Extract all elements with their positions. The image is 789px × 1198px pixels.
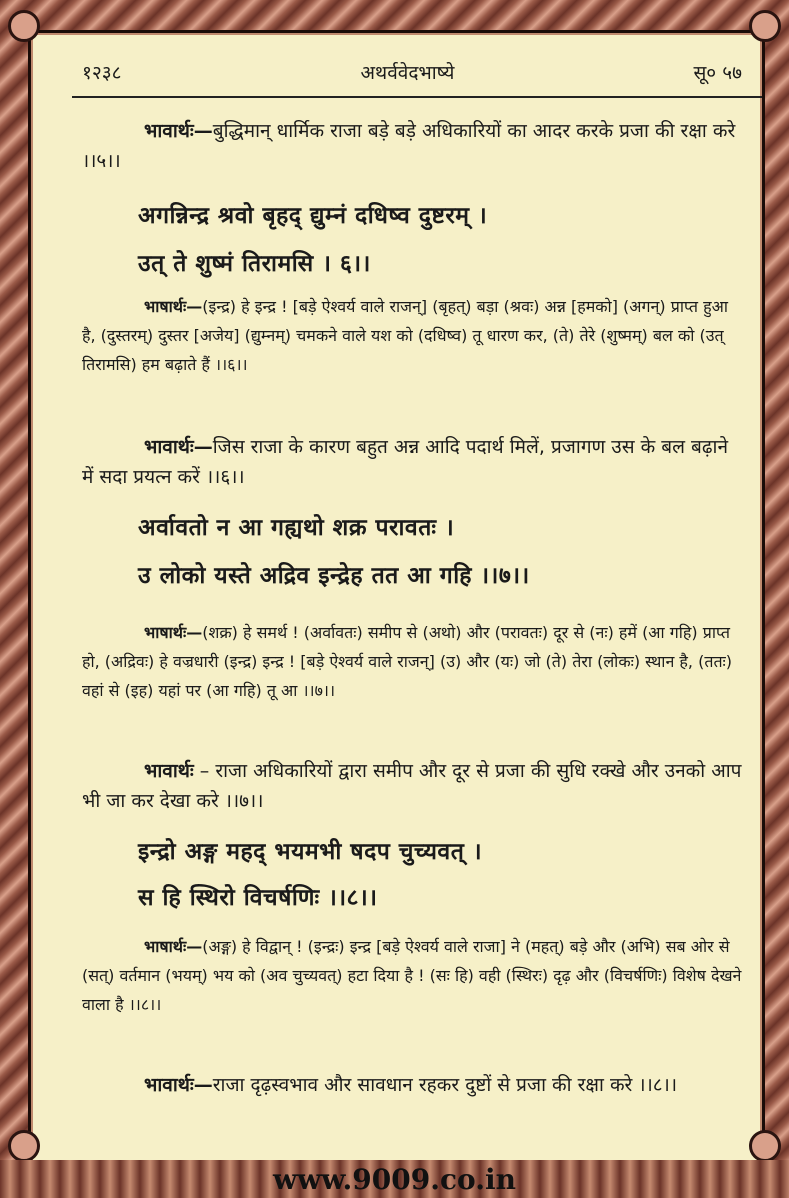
page-header (82, 54, 742, 90)
mantra-6-line-2: उत् ते शुष्मं तिरामसि । ६।। (138, 250, 371, 277)
corner-ornament-icon (8, 1130, 40, 1162)
bhavartha-5: भावार्थः—बुद्धिमान् धार्मिक राजा बड़े बड़े अधिकारियों का आदर करके प्रजा की रक्षा करे ।।५।। (82, 120, 736, 172)
book-page (38, 40, 749, 1156)
sukta-number: सू० ५७ (693, 62, 742, 84)
bhavartha-8: भावार्थः—राजा दृढ़स्वभाव और सावधान रहकर दुष्टों से प्रजा की रक्षा करे ।।८।। (144, 1074, 678, 1096)
word-meaning-8: भाषार्थः—(अङ्ग) हे विद्वान् ! (इन्द्रः) इन्द्र [बड़े ऐश्वर्य वाले राजा] ने (महत्) बड़े और (अभि) सब ओर से (सत्) वर्तमान (भयम्) भय को (अव चुच्यवत्) हटा दिया है ! (सः हि) वही (स्थिरः) दृढ़ और (विचर्षणिः) विशेष देखने वाला है ।।८।। (82, 937, 742, 1014)
book-title: अथर्ववेदभाष्ये (360, 62, 455, 84)
mantra-7-line-1: अर्वावतो न आ गह्यथो शक्र परावतः । (138, 514, 455, 541)
corner-ornament-icon (749, 1130, 781, 1162)
word-meaning-7: भाषार्थः—(शक्र) हे समर्थ ! (अर्वावतः) समीप से (अथो) और (परावतः) दूर से (नः) हमें (आ गहि) प्राप्त हो, (अद्रिवः) हे वज्रधारी (इन्द्र) इन्द्र ! [बड़े ऐश्वर्य वाले राजन्] (उ) और (यः) जो (ते) तेरा (लोकः) स्थान है, (ततः) वहां से (इह) यहां पर (आ गहि) तू आ ।।७।। (82, 623, 733, 700)
page-number: १२३८ (82, 62, 122, 84)
corner-ornament-icon (8, 10, 40, 42)
word-meaning-6: भाषार्थः—(इन्द्र) हे इन्द्र ! [बड़े ऐश्वर्य वाले राजन्] (बृहत्) बड़ा (श्रवः) अन्न [हमको] (अगन्) प्राप्त हुआ है, (दुस्तरम्) दुस्तर [अजेय] (द्युम्नम्) चमकने वाले यश को (दधिष्व) तू धारण कर, (ते) तेरे (शुष्मम्) बल को (उत् तिरामसि) हम बढ़ाते हैं ।।६।। (82, 297, 728, 374)
corner-ornament-icon (749, 10, 781, 42)
bhavartha-7: भावार्थः – राजा अधिकारियों द्वारा समीप और दूर से प्रजा की सुधि रक्खे और उनको आप भी जा कर देखा करे ।।७।। (82, 760, 742, 812)
header-divider (72, 96, 762, 98)
website-link[interactable]: www.9009.co.in (273, 1163, 516, 1196)
mantra-6-line-1: अगन्निन्द्र श्रवो बृहद् द्युम्नं दधिष्व दुष्टरम् । (138, 202, 488, 229)
bhavartha-6: भावार्थः—जिस राजा के कारण बहुत अन्न आदि पदार्थ मिलें, प्रजागण उस के बल बढ़ाने में सदा प्रयत्न करें ।।६।। (82, 436, 728, 488)
mantra-7-line-2: उ लोको यस्ते अद्रिव इन्द्रेह तत आ गहि ।।७।। (138, 562, 530, 589)
mantra-8-line-1: इन्द्रो अङ्ग महद् भयमभी षदप चुच्यवत् । (138, 838, 483, 865)
mantra-8-line-2: स हि स्थिरो विचर्षणिः ।।८।। (138, 884, 378, 911)
